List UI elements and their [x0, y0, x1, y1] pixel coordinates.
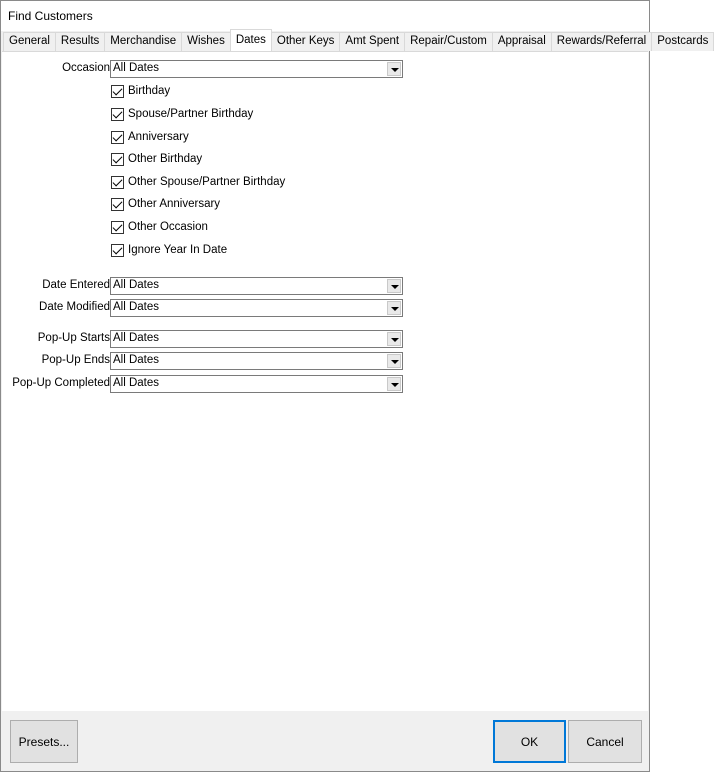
checkbox-checked-icon[interactable]	[111, 244, 124, 257]
checkbox-label: Spouse/Partner Birthday	[128, 108, 254, 120]
occasion-select[interactable]	[110, 60, 403, 78]
date-entered-label: Date Entered	[42, 279, 110, 291]
tab-wishes[interactable]: Wishes	[181, 32, 231, 51]
dialog-footer	[2, 711, 648, 771]
tab-strip	[3, 32, 713, 51]
pop-up-completed-label: Pop-Up Completed	[12, 377, 110, 389]
checkbox-ignore-year-in-date[interactable]	[111, 242, 227, 258]
checkbox-spouse-partner-birthday[interactable]	[111, 106, 253, 122]
occasion-value: All Dates	[113, 62, 160, 74]
tab-results[interactable]: Results	[55, 32, 105, 51]
checkbox-label: Ignore Year In Date	[128, 244, 228, 256]
checkbox-label: Anniversary	[128, 131, 189, 143]
pop-up-completed-select[interactable]	[110, 375, 403, 393]
dates-panel	[2, 51, 648, 711]
tab-amt-spent[interactable]: Amt Spent	[339, 32, 405, 51]
pop-up-starts-value: All Dates	[113, 332, 160, 344]
tab-rewards-referral[interactable]: Rewards/Referral	[551, 32, 652, 51]
chevron-down-icon[interactable]	[387, 377, 401, 391]
checkbox-label: Other Spouse/Partner Birthday	[128, 176, 286, 188]
date-modified-label: Date Modified	[39, 301, 110, 313]
checkbox-checked-icon[interactable]	[111, 176, 124, 189]
chevron-down-icon[interactable]	[387, 301, 401, 315]
checkbox-other-anniversary[interactable]	[111, 196, 220, 212]
ok-button[interactable]: OK	[493, 720, 566, 763]
tab-general[interactable]: General	[3, 32, 56, 51]
checkbox-checked-icon[interactable]	[111, 198, 124, 211]
checkbox-checked-icon[interactable]	[111, 131, 124, 144]
checkbox-checked-icon[interactable]	[111, 153, 124, 166]
chevron-down-icon[interactable]	[387, 279, 401, 293]
checkbox-label: Other Anniversary	[128, 198, 221, 210]
window-title: Find Customers	[1, 1, 649, 31]
chevron-down-icon[interactable]	[387, 62, 401, 76]
tab-merchandise[interactable]: Merchandise	[104, 32, 182, 51]
pop-up-completed-value: All Dates	[113, 377, 160, 389]
date-modified-value: All Dates	[113, 301, 160, 313]
checkbox-other-occasion[interactable]	[111, 219, 208, 235]
checkbox-other-birthday[interactable]	[111, 151, 202, 167]
tab-dates[interactable]: Dates	[230, 29, 272, 51]
cancel-button[interactable]: Cancel	[568, 720, 642, 763]
checkbox-label: Other Birthday	[128, 153, 203, 165]
checkbox-birthday[interactable]	[111, 83, 170, 99]
checkbox-anniversary[interactable]	[111, 129, 189, 145]
pop-up-starts-select[interactable]	[110, 330, 403, 348]
pop-up-ends-select[interactable]	[110, 352, 403, 370]
checkbox-other-spouse-partner-birthday[interactable]	[111, 174, 285, 190]
tab-other-keys[interactable]: Other Keys	[271, 32, 341, 51]
tab-postcards[interactable]: Postcards	[651, 32, 714, 51]
checkbox-label: Other Occasion	[128, 221, 208, 233]
checkbox-checked-icon[interactable]	[111, 85, 124, 98]
checkbox-checked-icon[interactable]	[111, 221, 124, 234]
chevron-down-icon[interactable]	[387, 332, 401, 346]
pop-up-starts-label: Pop-Up Starts	[37, 332, 110, 344]
pop-up-ends-value: All Dates	[113, 354, 160, 366]
tab-repair-custom[interactable]: Repair/Custom	[404, 32, 493, 51]
chevron-down-icon[interactable]	[387, 354, 401, 368]
occasion-label: Occasion	[62, 62, 110, 74]
date-entered-value: All Dates	[113, 279, 160, 291]
presets-button[interactable]: Presets...	[10, 720, 78, 763]
pop-up-ends-label: Pop-Up Ends	[41, 354, 110, 366]
checkbox-checked-icon[interactable]	[111, 108, 124, 121]
date-modified-select[interactable]	[110, 299, 403, 317]
date-entered-select[interactable]	[110, 277, 403, 295]
tab-appraisal[interactable]: Appraisal	[492, 32, 552, 51]
checkbox-label: Birthday	[128, 85, 171, 97]
